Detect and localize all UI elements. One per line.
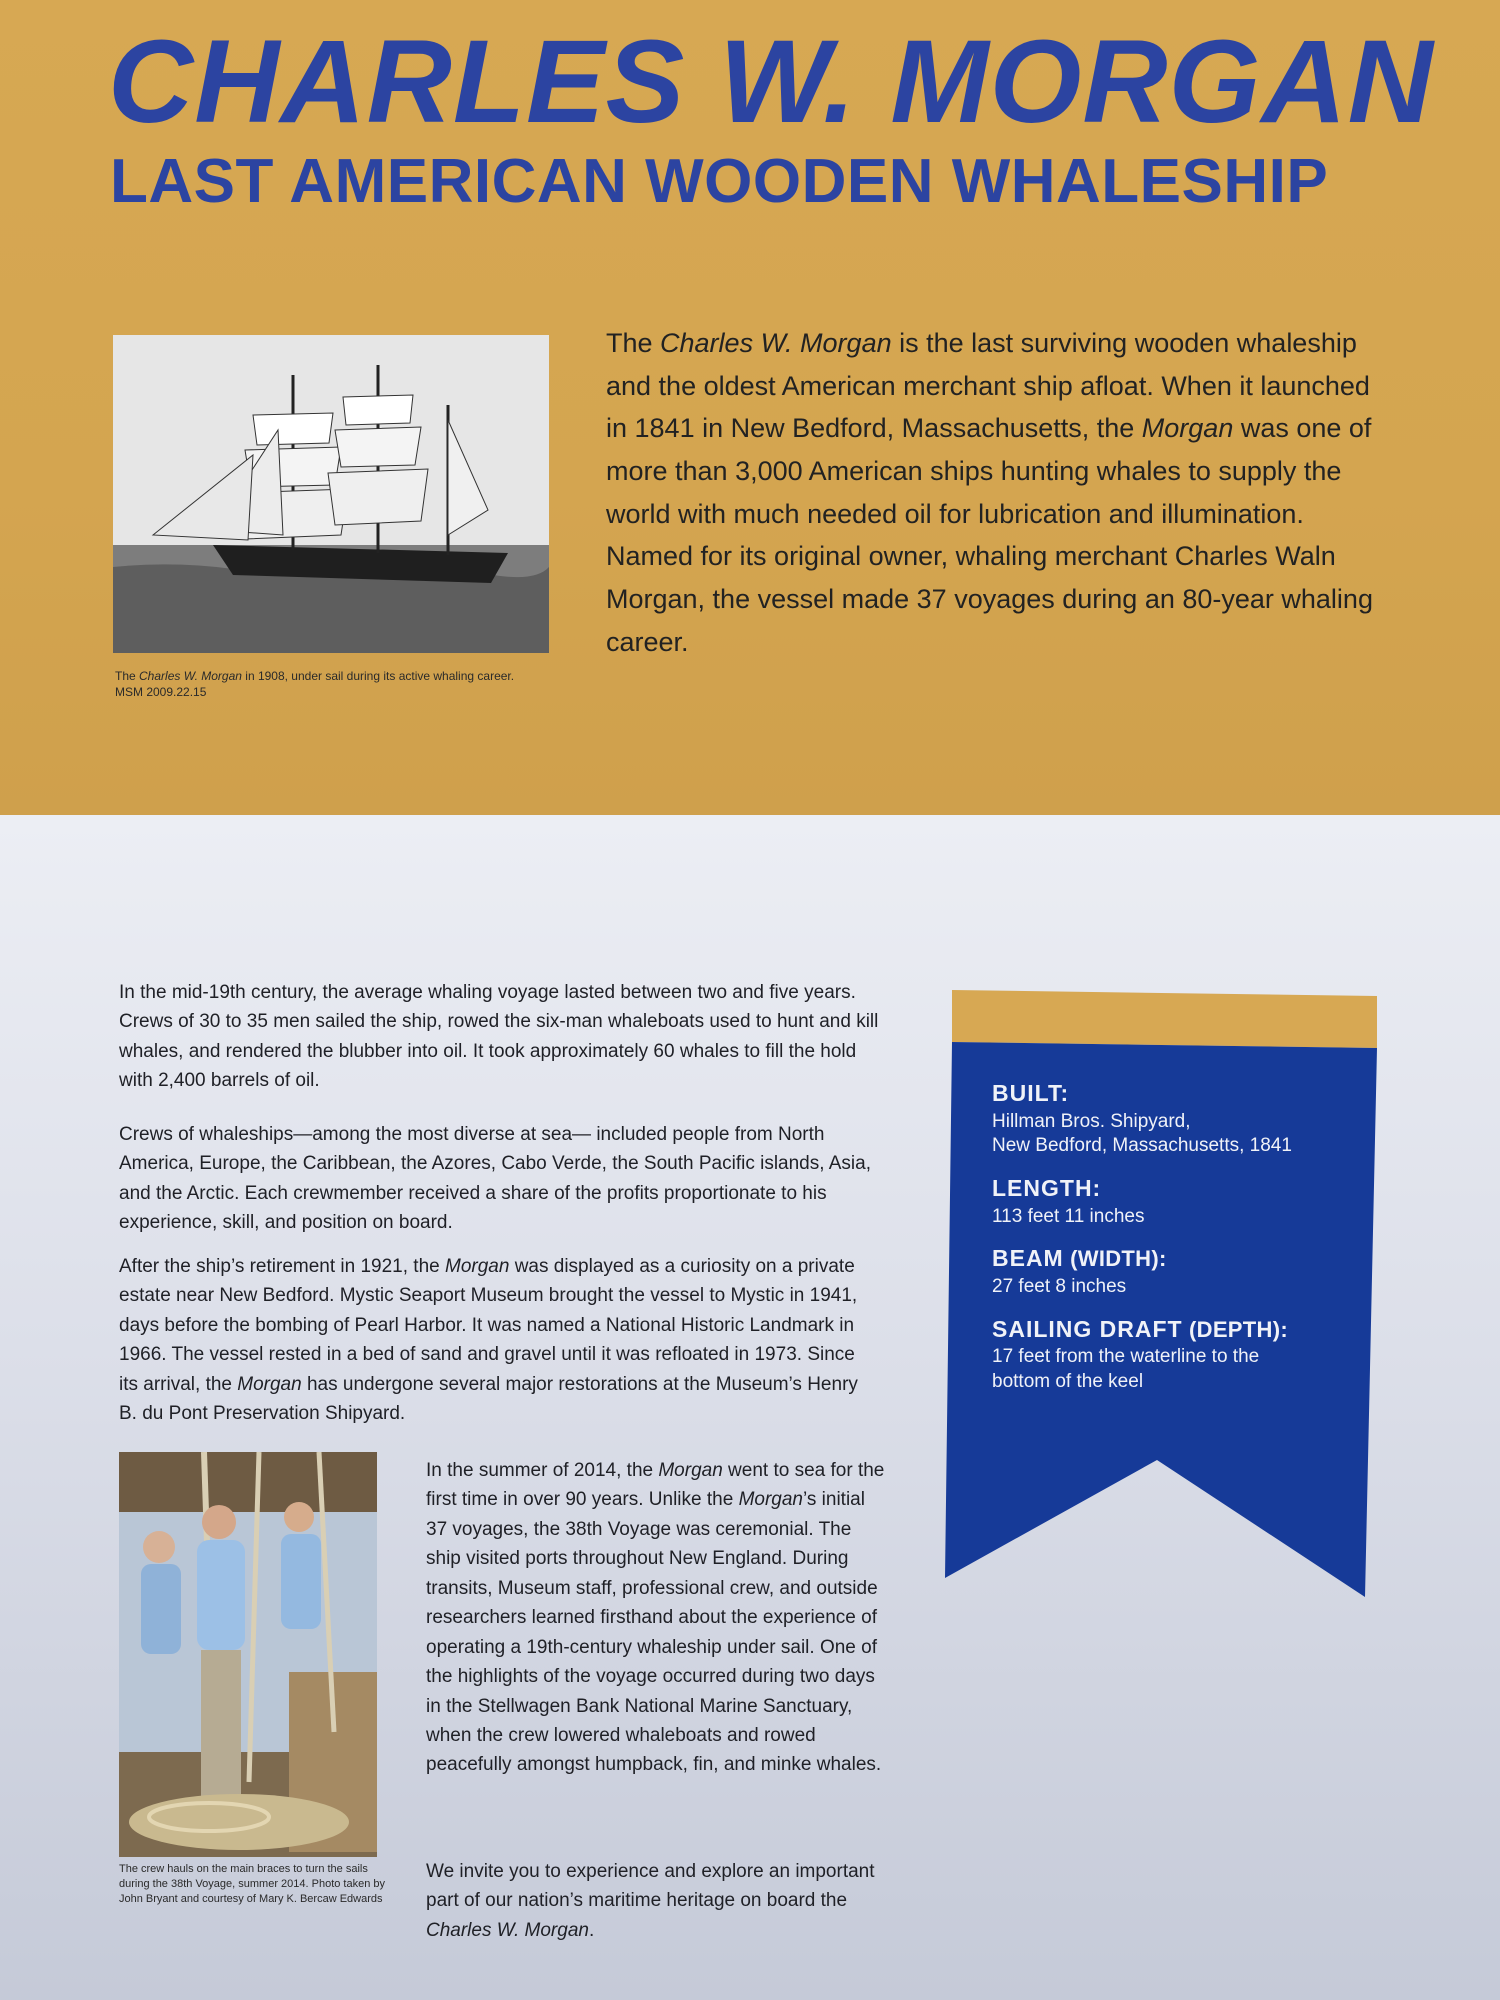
sailing-ship-illustration xyxy=(113,335,549,653)
historic-ship-photo xyxy=(113,335,549,653)
ship-specs xyxy=(992,1080,1352,1411)
crew-photo xyxy=(119,1452,377,1857)
photo-reference: MSM 2009.22.15 xyxy=(115,685,207,700)
spec-draft xyxy=(992,1316,1352,1395)
crew-photo-caption: The crew hauls on the main braces to turn the sails during the 38th Voyage, summer 2014. Photo taken by John Bryant and courtesy of Mary K. Bercaw Edwards xyxy=(119,1863,386,1905)
spec-built-label: BUILT: xyxy=(992,1080,1070,1106)
spec-length-label: LENGTH: xyxy=(992,1174,1102,1201)
spec-beam-value: 27 feet 8 inches xyxy=(992,1275,1127,1297)
spec-built xyxy=(992,1080,1352,1159)
spec-length xyxy=(992,1175,1352,1229)
body-paragraph-invitation: We invite you to experience and explore an important part of our nation’s maritime heritage on board the Charles W. Morgan. xyxy=(426,1861,875,1941)
body-paragraph-voyages: In the mid-19th century, the average whaling voyage lasted between two and five years. Crews of 30 to 35 men sailed the ship, rowed the six-man whaleboats used to hunt and kill whales, and rendered the blubber into oil. It took approximately 60 whales to fill the hold with 2,400 barrels of oil. xyxy=(119,982,879,1092)
spec-built-value: Hillman Bros. Shipyard, New Bedford, Massachusetts, 1841 xyxy=(992,1110,1292,1157)
spec-draft-value: 17 feet from the waterline to the bottom of the keel xyxy=(992,1346,1260,1392)
body-paragraph-retirement: After the ship’s retirement in 1921, the Morgan was displayed as a curiosity on a private estate near New Bedford. Mystic Seaport Museum brought the vessel to Mystic in 1941, days before the bombing of Pearl Harbor. It was named a National Historic Landmark in 1966. The vessel rested in a bed of sand and gravel until it was refloated in 1973. Since its arrival, the Morgan has undergone several major restorations at the Museum’s Henry B. du Pont Preservation Shipyard. xyxy=(119,1256,858,1425)
page-title: CHARLES W. MORGAN xyxy=(108,16,1434,148)
spec-length-value: 113 feet 11 inches xyxy=(992,1205,1145,1227)
crew-hauling-illustration xyxy=(119,1452,377,1857)
spec-beam xyxy=(992,1245,1352,1299)
spec-beam-label: BEAM (WIDTH): xyxy=(992,1245,1167,1272)
page-subtitle: LAST AMERICAN WOODEN WHALESHIP xyxy=(110,147,1329,216)
body-paragraph-38th-voyage: In the summer of 2014, the Morgan went to sea for the first time in over 90 years. Unlike the Morgan’s initial 37 voyages, the 38th Voyage was ceremonial. The ship visited ports throughout New England. During transits, Museum staff, professional crew, and outside researchers learned firsthand about the experience of operating a 19th-century whaleship under sail. One of the highlights of the voyage occurred during two days in the Stellwagen Bank National Marine Sanctuary, when the crew lowered whaleboats and rowed peacefully amongst humpback, fin, and minke whales. xyxy=(426,1460,885,1776)
body-paragraph-crews: Crews of whaleships—among the most diverse at sea— included people from North America, Europe, the Caribbean, the Azores, Cabo Verde, the South Pacific islands, Asia, and the Arctic. Each crewmember received a share of the profits proportionate to his experience, skill, and position on board. xyxy=(119,1124,871,1234)
spec-draft-label: SAILING DRAFT (DEPTH): xyxy=(992,1315,1288,1342)
intro-paragraph: The Charles W. Morgan is the last surviving wooden whaleship and the oldest American merchant ship afloat. When it launched in 1841 in New Bedford, Massachusetts, the Morgan was one of more than 3,000 American ships hunting whales to supply the world with much needed oil for lubrication and illumination. Named for its original owner, whaling merchant Charles Waln Morgan, the vessel made 37 voyages during an 80-year whaling career. xyxy=(606,328,1373,657)
photo-caption: The Charles W. Morgan in 1908, under sail during its active whaling career. MSM 2009.22.15 xyxy=(115,669,515,700)
